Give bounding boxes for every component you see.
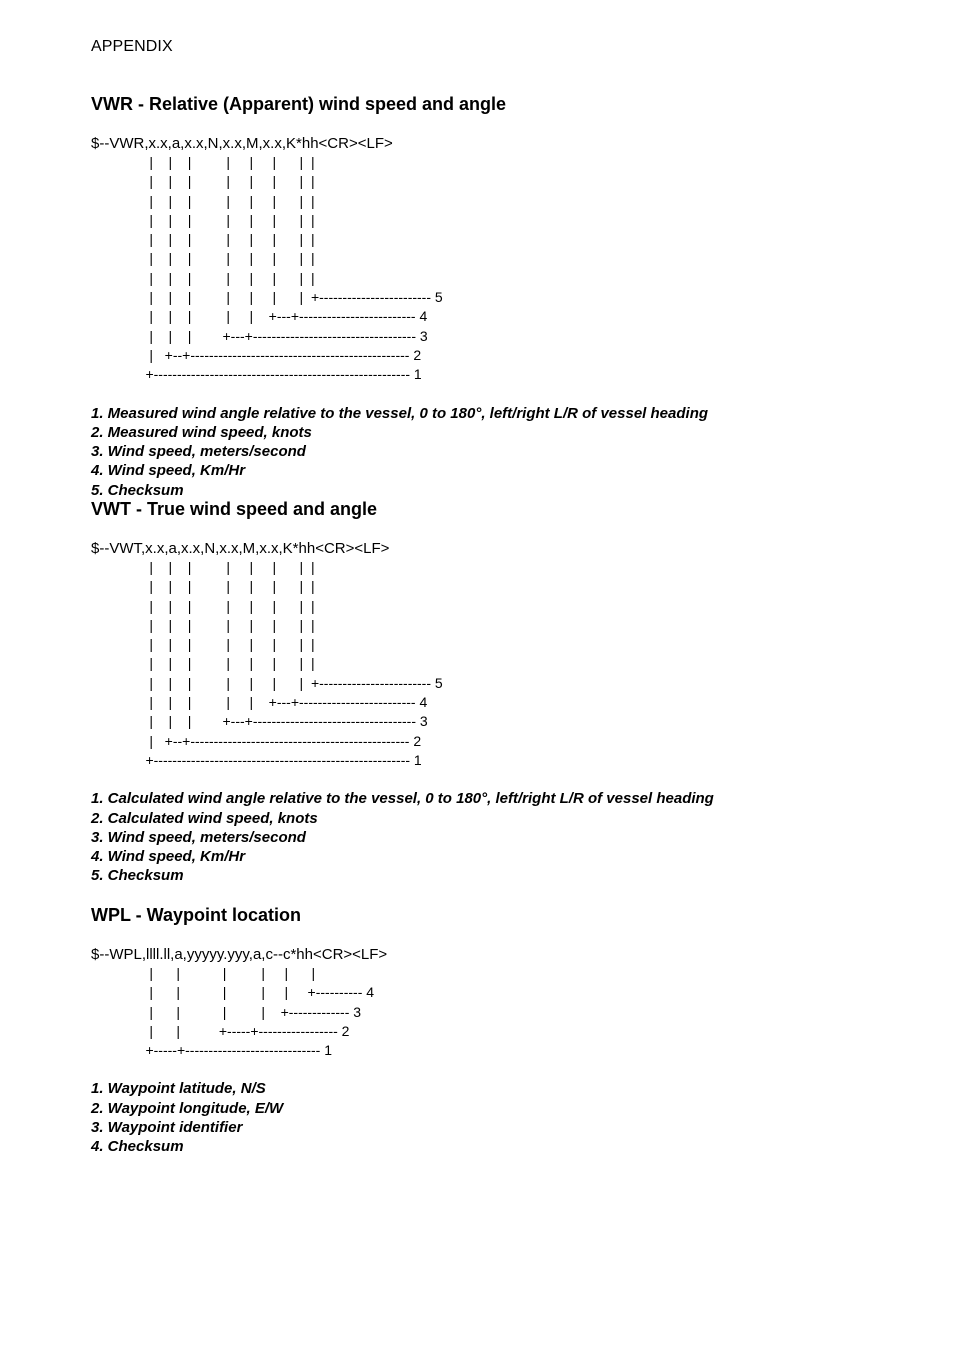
section-title: VWR - Relative (Apparent) wind speed and angle (91, 94, 507, 114)
note-item: 2. Measured wind speed, knots (91, 423, 312, 441)
section-wpl (91, 904, 911, 1157)
note-item: 2. Waypoint longitude, E/W (91, 1099, 284, 1117)
field-notes (91, 404, 911, 500)
sentence-format: $--VWR,x.x,a,x.x,N,x.x,M,x.x,K*hh<CR><LF> (91, 135, 393, 152)
sentence-format: $--VWT,x.x,a,x.x,N,x.x,M,x.x,K*hh<CR><LF> (91, 540, 390, 557)
field-notes (91, 789, 911, 885)
section-title: VWT - True wind speed and angle (91, 499, 378, 519)
section-vwt (91, 498, 911, 886)
note-item: 3. Waypoint identifier (91, 1119, 243, 1137)
sentence-format: $--WPL,llll.ll,a,yyyyy.yyy,a,c--c*hh<CR><LF> (91, 946, 388, 963)
note-item: 3. Wind speed, meters/second (91, 443, 306, 461)
note-item: 3. Wind speed, meters/second (91, 828, 306, 846)
note-item: 4. Checksum (91, 1138, 184, 1156)
field-diagram: | | | | | | | | | | | | | | | | | | | | | | | | | | | | | | | | | | | | | | | | | | | | | | | | | | | | | | | | | | | | | | | +------------------------ 5 | | | | | +---+------------------------- 4 | | | +---+----------------------------------- 3 | +--+----------------------------------------------- 2 +------------------------------------------------------- 1 (145, 154, 443, 383)
field-notes (91, 1079, 911, 1156)
field-diagram: | | | | | | | | | | | | | | | | | | | | | | | | | | | | | | | | | | | | | | | | | | | | | | | | | | | | | | | +------------------------ 5 | | | | | +---+------------------------- 4 | | | +---+----------------------------------- 3 | +--+----------------------------------------------- 2 +------------------------------------------------------- 1 (145, 559, 443, 768)
page-header: APPENDIX (91, 38, 173, 55)
note-item: 5. Checksum (91, 481, 184, 499)
note-item: 4. Wind speed, Km/Hr (91, 848, 246, 866)
section-vwr (91, 93, 911, 500)
note-item: 2. Calculated wind speed, knots (91, 809, 318, 827)
note-item: 4. Wind speed, Km/Hr (91, 462, 246, 480)
note-item: 1. Waypoint latitude, N/S (91, 1080, 266, 1098)
field-diagram: | | | | | | | | | | | +---------- 4 | | | | +------------- 3 | | +-----+----------------- 2 +-----+----------------------------- 1 (145, 965, 375, 1059)
note-item: 1. Calculated wind angle relative to the vessel, 0 to 180°, left/right L/R of vessel heading (91, 790, 714, 808)
note-item: 1. Measured wind angle relative to the vessel, 0 to 180°, left/right L/R of vessel heading (91, 404, 709, 422)
note-item: 5. Checksum (91, 867, 184, 885)
section-title: WPL - Waypoint location (91, 905, 301, 925)
